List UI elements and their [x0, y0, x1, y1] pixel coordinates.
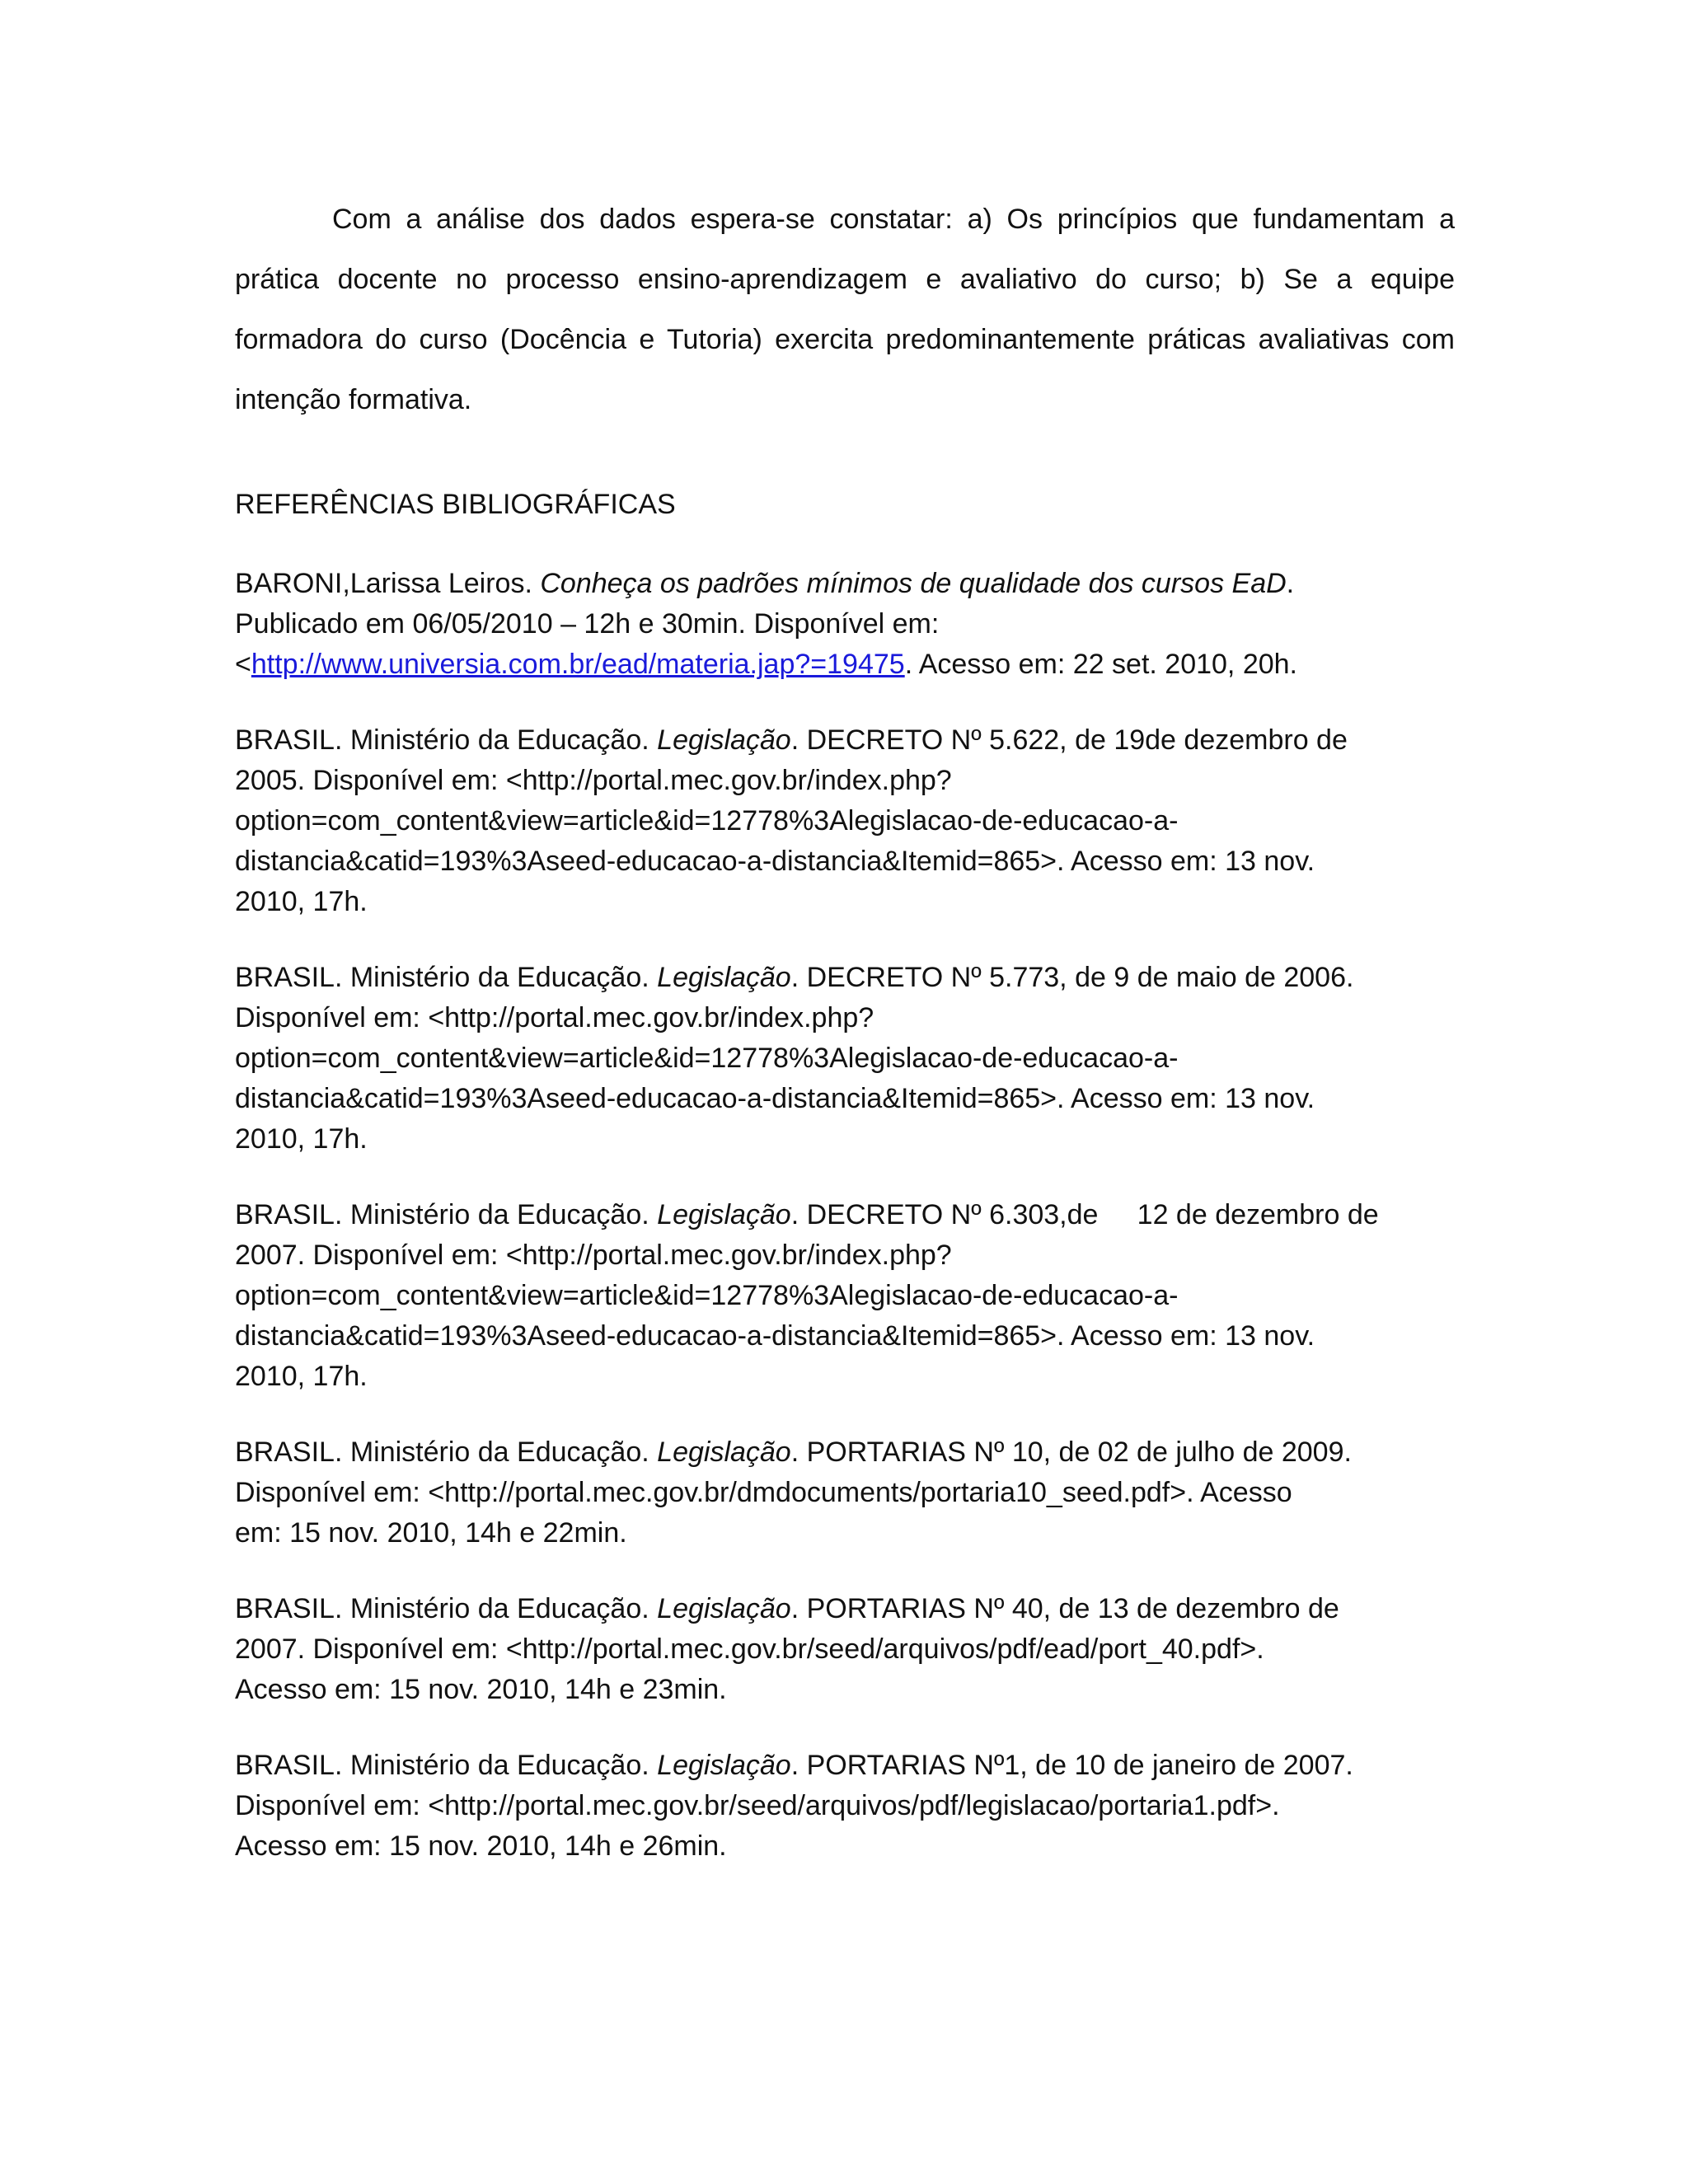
reference-line — [235, 1746, 1455, 1786]
reference-line — [235, 958, 1455, 998]
references-heading: REFERÊNCIAS BIBLIOGRÁFICAS — [235, 489, 676, 520]
reference-line: Disponível em: <http://portal.mec.gov.br/seed/arquivos/pdf/legislacao/portaria1.pdf>. — [235, 1790, 1280, 1821]
reference-line: em: 15 nov. 2010, 14h e 22min. — [235, 1517, 627, 1549]
reference-entry — [235, 1195, 1455, 1397]
reference-title: Conheça os padrões mínimos de qualidade dos cursos EaD — [540, 568, 1287, 599]
reference-line: option=com_content&view=article&id=12778%3Alegislacao-de-educacao-a- — [235, 805, 1179, 837]
reference-title: Legislação — [657, 1593, 791, 1624]
reference-author: BARONI,Larissa Leiros. — [235, 568, 541, 599]
intro-paragraph: Com a análise dos dados espera-se constatar: a) Os princípios que fundamentam a prática docente no processo ensino-aprendizagem e avaliativo do curso; b) Se a equipe formadora do curso (Docência e Tutoria) exercita predominantemente práticas avaliativas com intenção formativa. — [235, 204, 1455, 415]
reference-line: 2007. Disponível em: <http://portal.mec.gov.br/seed/arquivos/pdf/ead/port_40.pdf>. — [235, 1633, 1264, 1665]
reference-entry — [235, 1432, 1455, 1554]
reference-text: . DECRETO Nº 6.303,de 12 de dezembro de — [790, 1199, 1379, 1230]
reference-author: BRASIL. Ministério da Educação. — [235, 1593, 658, 1624]
reference-line — [235, 1195, 1455, 1235]
reference-line: option=com_content&view=article&id=12778%3Alegislacao-de-educacao-a- — [235, 1043, 1179, 1074]
reference-line: distancia&catid=193%3Aseed-educacao-a-distancia&Itemid=865>. Acesso em: 13 nov. — [235, 846, 1315, 877]
reference-text: . DECRETO Nº 5.773, de 9 de maio de 2006. — [790, 962, 1354, 993]
reference-line: Acesso em: 15 nov. 2010, 14h e 23min. — [235, 1674, 727, 1705]
reference-title: Legislação — [657, 1436, 791, 1468]
reference-text: < — [235, 649, 251, 680]
reference-line: option=com_content&view=article&id=12778%3Alegislacao-de-educacao-a- — [235, 1280, 1179, 1311]
reference-author: BRASIL. Ministério da Educação. — [235, 1436, 658, 1468]
reference-line: 2010, 17h. — [235, 1361, 368, 1392]
reference-text: . Acesso em: 22 set. 2010, 20h. — [904, 649, 1297, 680]
reference-line: Disponível em: <http://portal.mec.gov.br/dmdocuments/portaria10_seed.pdf>. Acesso — [235, 1477, 1292, 1508]
reference-text: . PORTARIAS Nº 40, de 13 de dezembro de — [790, 1593, 1339, 1624]
reference-text: . — [1286, 568, 1295, 599]
reference-author: BRASIL. Ministério da Educação. — [235, 962, 658, 993]
reference-line: 2005. Disponível em: <http://portal.mec.gov.br/index.php? — [235, 765, 952, 796]
reference-line: Publicado em 06/05/2010 – 12h e 30min. Disponível em: — [235, 608, 940, 640]
reference-link[interactable]: http://www.universia.com.br/ead/materia.jap?=19475 — [251, 649, 905, 680]
reference-line: 2007. Disponível em: <http://portal.mec.gov.br/index.php? — [235, 1240, 952, 1271]
reference-line — [235, 1432, 1455, 1473]
reference-line: 2010, 17h. — [235, 1123, 368, 1155]
reference-line — [235, 720, 1455, 761]
reference-title: Legislação — [657, 962, 791, 993]
reference-author: BRASIL. Ministério da Educação. — [235, 1199, 658, 1230]
reference-entry — [235, 958, 1455, 1160]
reference-text: . PORTARIAS Nº1, de 10 de janeiro de 2007. — [790, 1750, 1353, 1781]
reference-line: 2010, 17h. — [235, 886, 368, 917]
reference-entry — [235, 1746, 1455, 1867]
reference-line — [235, 1589, 1455, 1629]
reference-author: BRASIL. Ministério da Educação. — [235, 724, 658, 756]
reference-title: Legislação — [657, 1199, 791, 1230]
reference-line: Disponível em: <http://portal.mec.gov.br/index.php? — [235, 1002, 874, 1033]
reference-text: . DECRETO Nº 5.622, de 19de dezembro de — [790, 724, 1348, 756]
reference-entry — [235, 720, 1455, 922]
reference-line: Acesso em: 15 nov. 2010, 14h e 26min. — [235, 1830, 727, 1862]
reference-text: . PORTARIAS Nº 10, de 02 de julho de 2009. — [790, 1436, 1352, 1468]
reference-line — [235, 644, 1455, 685]
reference-title: Legislação — [657, 724, 791, 756]
reference-author: BRASIL. Ministério da Educação. — [235, 1750, 658, 1781]
reference-line: distancia&catid=193%3Aseed-educacao-a-distancia&Itemid=865>. Acesso em: 13 nov. — [235, 1083, 1315, 1114]
reference-entry — [235, 564, 1455, 685]
document-page — [235, 190, 1455, 1902]
reference-entry — [235, 1589, 1455, 1710]
reference-line: distancia&catid=193%3Aseed-educacao-a-distancia&Itemid=865>. Acesso em: 13 nov. — [235, 1320, 1315, 1352]
reference-title: Legislação — [657, 1750, 791, 1781]
reference-line — [235, 564, 1455, 604]
references-list — [235, 564, 1455, 1867]
